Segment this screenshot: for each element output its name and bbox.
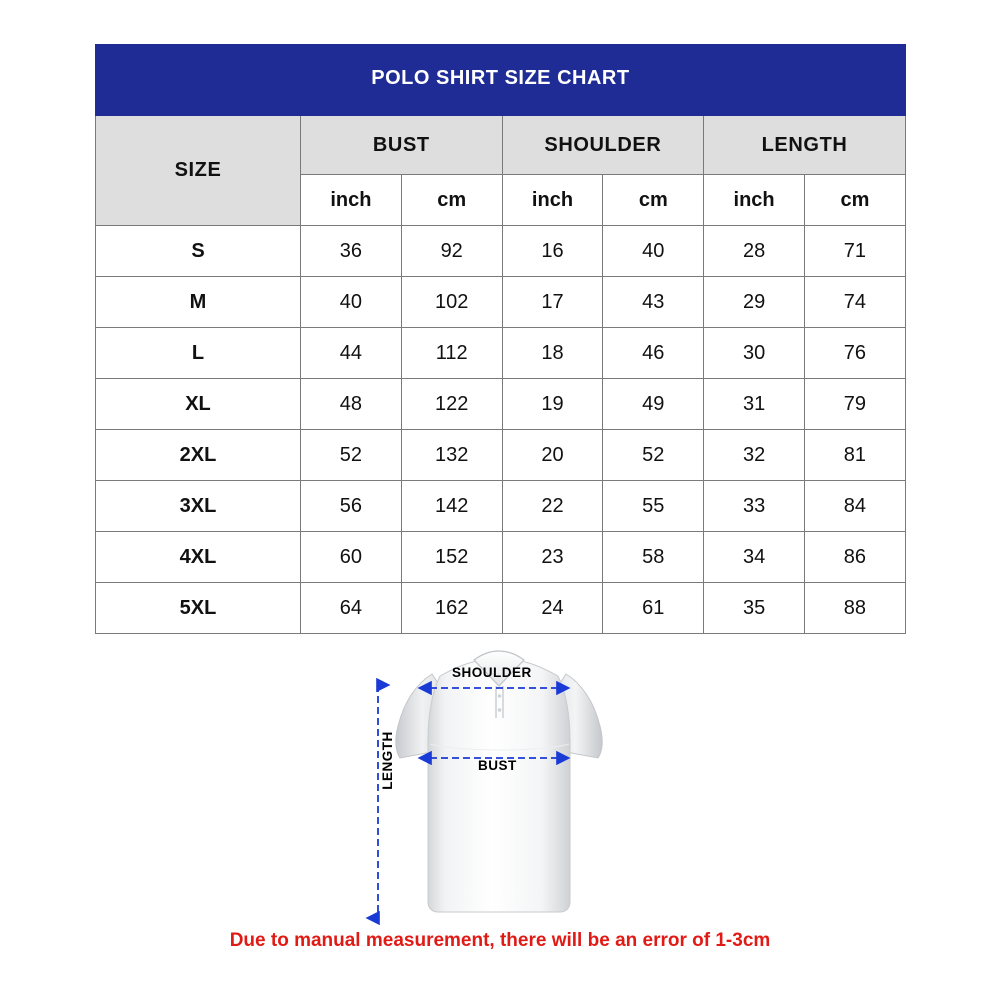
- cell-size: S: [96, 226, 301, 277]
- cell-length-inch: 31: [704, 379, 805, 430]
- cell-bust-cm: 132: [401, 430, 502, 481]
- measurement-diagram: [330, 630, 670, 930]
- table-title-row: [96, 45, 906, 116]
- column-header-bust: BUST: [301, 116, 503, 175]
- cell-size: XL: [96, 379, 301, 430]
- cell-length-cm: 76: [804, 328, 905, 379]
- page-title: POLO SHIRT SIZE CHART: [96, 45, 906, 116]
- column-header-size: SIZE: [96, 116, 301, 226]
- cell-length-cm: 81: [804, 430, 905, 481]
- cell-bust-inch: 36: [301, 226, 402, 277]
- cell-shoulder-cm: 49: [603, 379, 704, 430]
- cell-bust-cm: 152: [401, 532, 502, 583]
- cell-length-inch: 32: [704, 430, 805, 481]
- bust-label: BUST: [478, 758, 517, 773]
- unit-length-inch: inch: [704, 175, 805, 226]
- cell-bust-cm: 102: [401, 277, 502, 328]
- cell-bust-cm: 142: [401, 481, 502, 532]
- cell-shoulder-inch: 22: [502, 481, 603, 532]
- cell-size: 5XL: [96, 583, 301, 634]
- table-row: [96, 583, 906, 634]
- cell-shoulder-inch: 24: [502, 583, 603, 634]
- cell-size: L: [96, 328, 301, 379]
- cell-shoulder-cm: 58: [603, 532, 704, 583]
- cell-shoulder-cm: 61: [603, 583, 704, 634]
- table-header-row: [96, 116, 906, 175]
- cell-size: 4XL: [96, 532, 301, 583]
- cell-bust-inch: 44: [301, 328, 402, 379]
- unit-bust-cm: cm: [401, 175, 502, 226]
- cell-length-inch: 35: [704, 583, 805, 634]
- table-row: [96, 481, 906, 532]
- cell-bust-inch: 64: [301, 583, 402, 634]
- cell-bust-cm: 122: [401, 379, 502, 430]
- unit-shoulder-inch: inch: [502, 175, 603, 226]
- unit-length-cm: cm: [804, 175, 905, 226]
- column-header-length: LENGTH: [704, 116, 906, 175]
- cell-length-cm: 74: [804, 277, 905, 328]
- cell-shoulder-cm: 40: [603, 226, 704, 277]
- cell-length-inch: 34: [704, 532, 805, 583]
- cell-length-cm: 86: [804, 532, 905, 583]
- cell-bust-cm: 162: [401, 583, 502, 634]
- cell-shoulder-inch: 17: [502, 277, 603, 328]
- cell-size: 3XL: [96, 481, 301, 532]
- cell-length-inch: 29: [704, 277, 805, 328]
- length-label: LENGTH: [379, 731, 395, 790]
- cell-length-cm: 79: [804, 379, 905, 430]
- cell-size: 2XL: [96, 430, 301, 481]
- cell-bust-inch: 60: [301, 532, 402, 583]
- cell-shoulder-cm: 43: [603, 277, 704, 328]
- shoulder-label: SHOULDER: [452, 665, 532, 680]
- table-row: [96, 277, 906, 328]
- cell-shoulder-inch: 18: [502, 328, 603, 379]
- cell-shoulder-inch: 20: [502, 430, 603, 481]
- column-header-shoulder: SHOULDER: [502, 116, 704, 175]
- cell-size: M: [96, 277, 301, 328]
- cell-shoulder-inch: 16: [502, 226, 603, 277]
- measurement-note: Due to manual measurement, there will be an error of 1-3cm: [229, 930, 771, 951]
- cell-shoulder-cm: 52: [603, 430, 704, 481]
- table-row: [96, 328, 906, 379]
- cell-length-inch: 33: [704, 481, 805, 532]
- cell-shoulder-cm: 46: [603, 328, 704, 379]
- unit-bust-inch: inch: [301, 175, 402, 226]
- cell-bust-inch: 52: [301, 430, 402, 481]
- cell-shoulder-inch: 23: [502, 532, 603, 583]
- cell-length-cm: 84: [804, 481, 905, 532]
- cell-bust-inch: 40: [301, 277, 402, 328]
- table-row: [96, 532, 906, 583]
- cell-length-cm: 88: [804, 583, 905, 634]
- table-row: [96, 430, 906, 481]
- cell-bust-cm: 92: [401, 226, 502, 277]
- cell-length-inch: 28: [704, 226, 805, 277]
- cell-length-cm: 71: [804, 226, 905, 277]
- table-row: [96, 379, 906, 430]
- cell-bust-cm: 112: [401, 328, 502, 379]
- cell-bust-inch: 56: [301, 481, 402, 532]
- size-chart-table: [95, 44, 906, 634]
- cell-shoulder-inch: 19: [502, 379, 603, 430]
- unit-shoulder-cm: cm: [603, 175, 704, 226]
- cell-shoulder-cm: 55: [603, 481, 704, 532]
- cell-bust-inch: 48: [301, 379, 402, 430]
- size-chart-table-wrapper: [95, 44, 905, 634]
- table-row: [96, 226, 906, 277]
- cell-length-inch: 30: [704, 328, 805, 379]
